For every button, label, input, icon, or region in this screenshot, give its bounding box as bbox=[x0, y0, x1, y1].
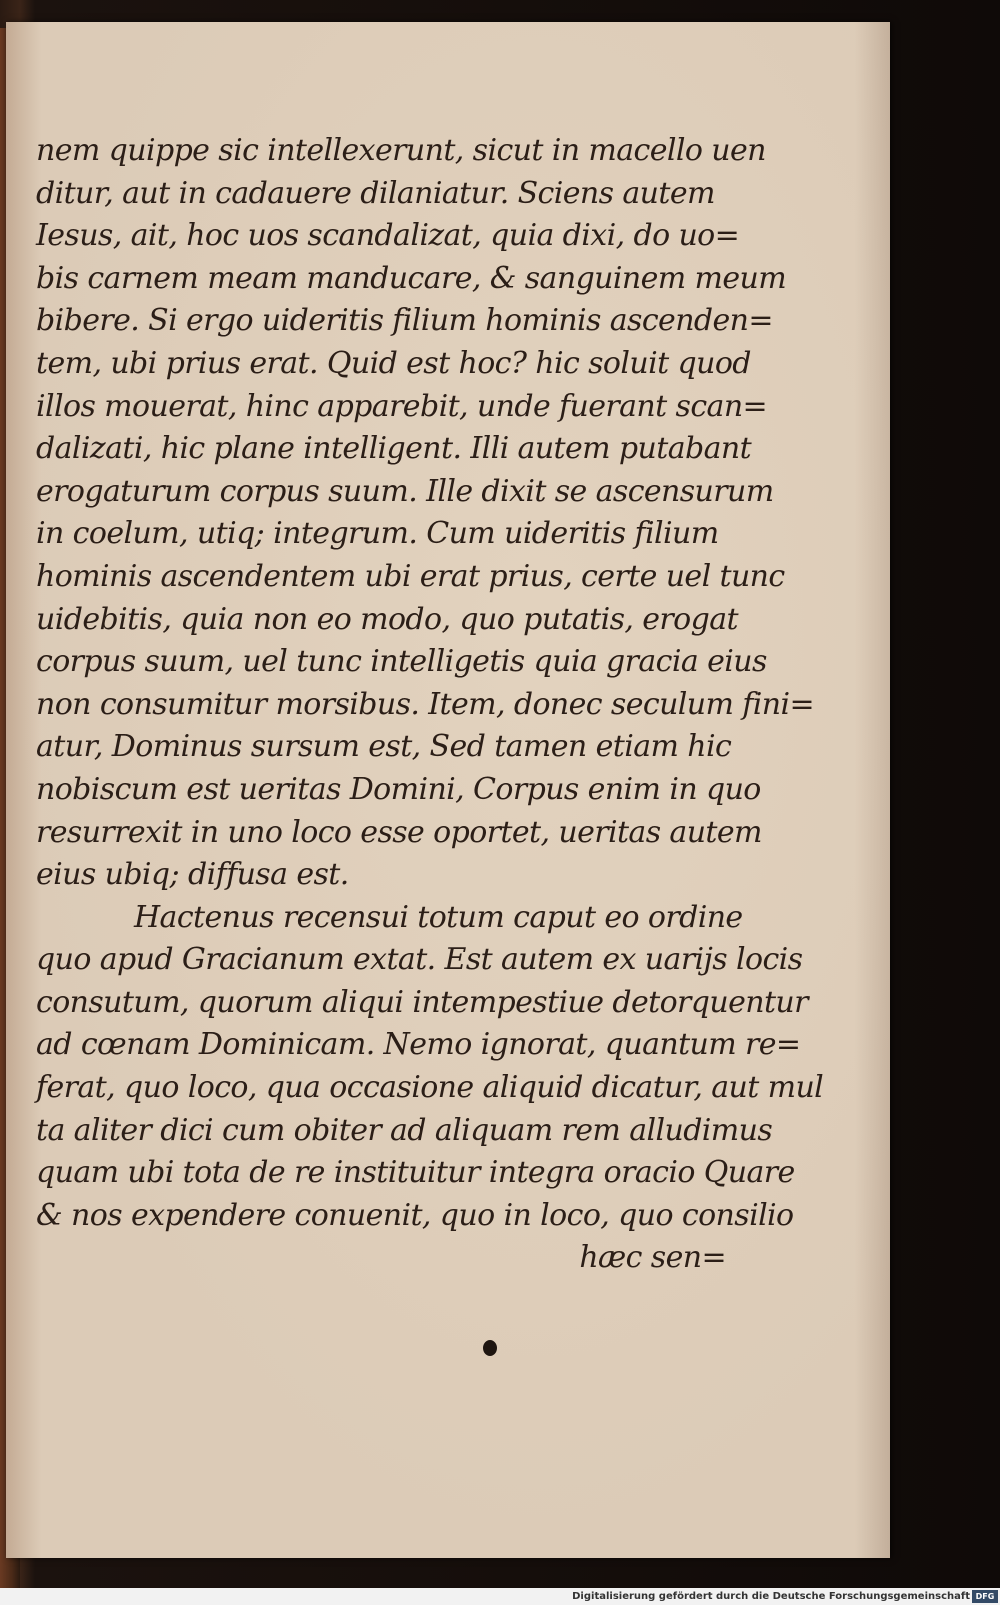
text-line: nem quippe sic intellexerunt, sicut in macello uen bbox=[36, 133, 766, 168]
text-line: eius ubiq; diffusa est. bbox=[36, 857, 349, 893]
text-line: quam ubi tota de re instituitur integra oracio Quare bbox=[36, 1155, 795, 1191]
text-line: ta aliter dici cum obiter ad aliquam rem alludimus bbox=[36, 1112, 773, 1148]
text-line: consutum, quorum aliqui intempestiue detorquentur bbox=[36, 984, 808, 1020]
text-line: bis carnem meam manducare, & sanguinem meum bbox=[36, 260, 787, 296]
ink-dot bbox=[483, 1340, 497, 1356]
text-line: & nos expendere conuenit, quo in loco, quo consilio bbox=[36, 1197, 794, 1233]
text-line: atur, Dominus sursum est, Sed tamen etiam hic bbox=[36, 729, 732, 765]
text-line: in coelum, utiq; integrum. Cum uideritis filium bbox=[36, 516, 719, 552]
dfg-logo: DFG bbox=[972, 1590, 998, 1603]
text-line: illos mouerat, hinc apparebit, unde fuerant scan= bbox=[36, 388, 768, 424]
paragraph-first-line: Hactenus recensui totum caput eo ordine bbox=[134, 899, 743, 935]
text-line: ad cœnam Dominicam. Nemo ignorat, quantum re= bbox=[36, 1027, 801, 1063]
text-line: nobiscum est ueritas Domini, Corpus enim in quo bbox=[36, 771, 761, 807]
text-line: tem, ubi prius erat. Quid est hoc? hic soluit quod bbox=[36, 345, 751, 381]
text-line: Iesus, ait, hoc uos scandalizat, quia dixi, do uo= bbox=[36, 218, 740, 254]
text-line: non consumitur morsibus. Item, donec seculum fini= bbox=[36, 686, 815, 722]
text-line: erogaturum corpus suum. Ille dixit se ascensurum bbox=[36, 473, 774, 509]
text-line: quo apud Gracianum extat. Est autem ex uarijs locis bbox=[36, 942, 803, 978]
funding-notice: Digitalisierung gefördert durch die Deutsche Forschungsgemeinschaft bbox=[572, 1591, 970, 1602]
text-line: resurrexit in uno loco esse oportet, ueritas autem bbox=[36, 814, 762, 850]
page-text-block bbox=[36, 130, 824, 1280]
book-page bbox=[6, 22, 890, 1558]
text-line: corpus suum, uel tunc intelligetis quia gracia eius bbox=[36, 644, 767, 680]
text-line: uidebitis, quia non eo modo, quo putatis, erogat bbox=[36, 601, 738, 637]
text-line: ferat, quo loco, qua occasione aliquid dicatur, aut mul bbox=[36, 1070, 824, 1106]
text-line: hominis ascendentem ubi erat prius, certe uel tunc bbox=[36, 558, 785, 594]
text-line: bibere. Si ergo uideritis filium hominis ascenden= bbox=[36, 303, 773, 339]
text-line: dalizati, hic plane intelligent. Illi autem putabant bbox=[36, 431, 752, 467]
text-line: ditur, aut in cadauere dilaniatur. Sciens autem bbox=[36, 175, 715, 211]
catchword: hæc sen= bbox=[579, 1240, 726, 1276]
